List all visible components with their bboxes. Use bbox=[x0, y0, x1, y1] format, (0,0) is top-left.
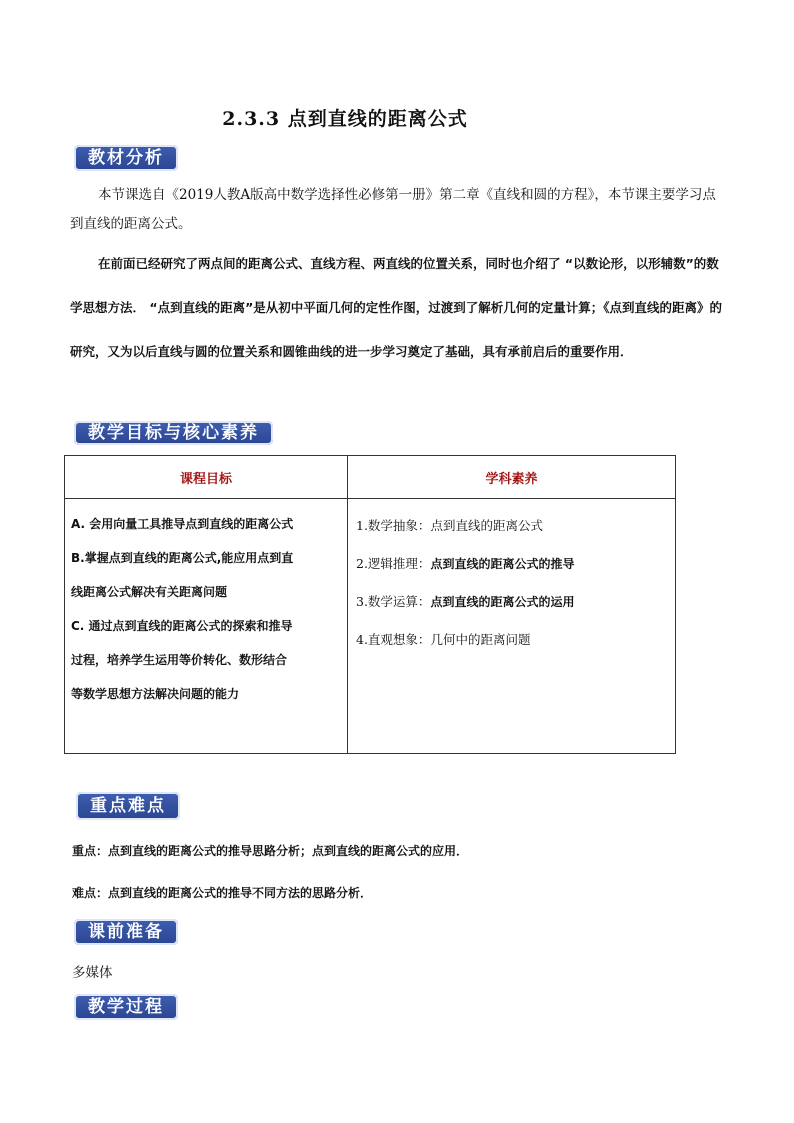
goal-line: A. 会用向量工具推导点到直线的距离公式 bbox=[71, 517, 294, 531]
section-badge-keypoints: 重点难点 bbox=[76, 792, 180, 820]
objectives-table bbox=[64, 455, 676, 754]
goals-cell bbox=[65, 499, 348, 754]
goal-line: 过程，培养学生运用等价转化、数形结合 bbox=[71, 653, 288, 667]
literacy-cell bbox=[348, 499, 676, 754]
goal-line: 等数学思想方法解决问题的能力 bbox=[71, 687, 240, 701]
preparation-text: 多媒体 bbox=[72, 965, 113, 981]
table-header-goals: 课程目标 bbox=[65, 456, 348, 499]
literacy-item: 4.直观想象：几何中的距离问题 bbox=[356, 632, 531, 647]
section-badge-process: 教学过程 bbox=[74, 994, 178, 1020]
literacy-item: 2.逻辑推理：点到直线的距离公式的推导 bbox=[356, 556, 575, 571]
goal-line: 线距离公式解决有关距离问题 bbox=[71, 585, 228, 599]
analysis-paragraph-1: 本节课选自《2019人教A版高中数学选择性必修第一册》第二章《直线和圆的方程》，本节课主要学习点到直线的距离公式。 bbox=[70, 187, 716, 232]
literacy-item: 3.数学运算：点到直线的距离公式的运用 bbox=[356, 594, 575, 609]
literacy-item: 1.数学抽象：点到直线的距离公式 bbox=[356, 518, 543, 533]
page-title: 2.3.3 点到直线的距离公式 bbox=[222, 108, 468, 130]
section-badge-analysis: 教材分析 bbox=[74, 145, 178, 171]
section-badge-objectives: 教学目标与核心素养 bbox=[74, 421, 273, 445]
section-badge-preparation: 课前准备 bbox=[74, 919, 178, 945]
difficult-point-text: 难点：点到直线的距离公式的推导不同方法的思路分析． bbox=[72, 886, 373, 900]
table-header-literacy: 学科素养 bbox=[348, 456, 676, 499]
goal-line: B.掌握点到直线的距离公式,能应用点到直 bbox=[71, 551, 294, 565]
analysis-paragraph-2: 在前面已经研究了两点间的距离公式、直线方程、两直线的位置关系，同时也介绍了 “以数论形，以形辅数”的数学思想方法． “点到直线的距离”是从初中平面几何的定性作图，过渡到了解析几何的定量计算；《点到直线的距离》的研究，又为以后直线与圆的位置关系和圆锥曲线的进一步学习奠定了基础，具有承前启后的重要作用． bbox=[70, 256, 723, 359]
goal-line: C. 通过点到直线的距离公式的探索和推导 bbox=[71, 619, 293, 633]
key-point-text: 重点：点到直线的距离公式的推导思路分析；点到直线的距离公式的应用． bbox=[72, 844, 469, 858]
